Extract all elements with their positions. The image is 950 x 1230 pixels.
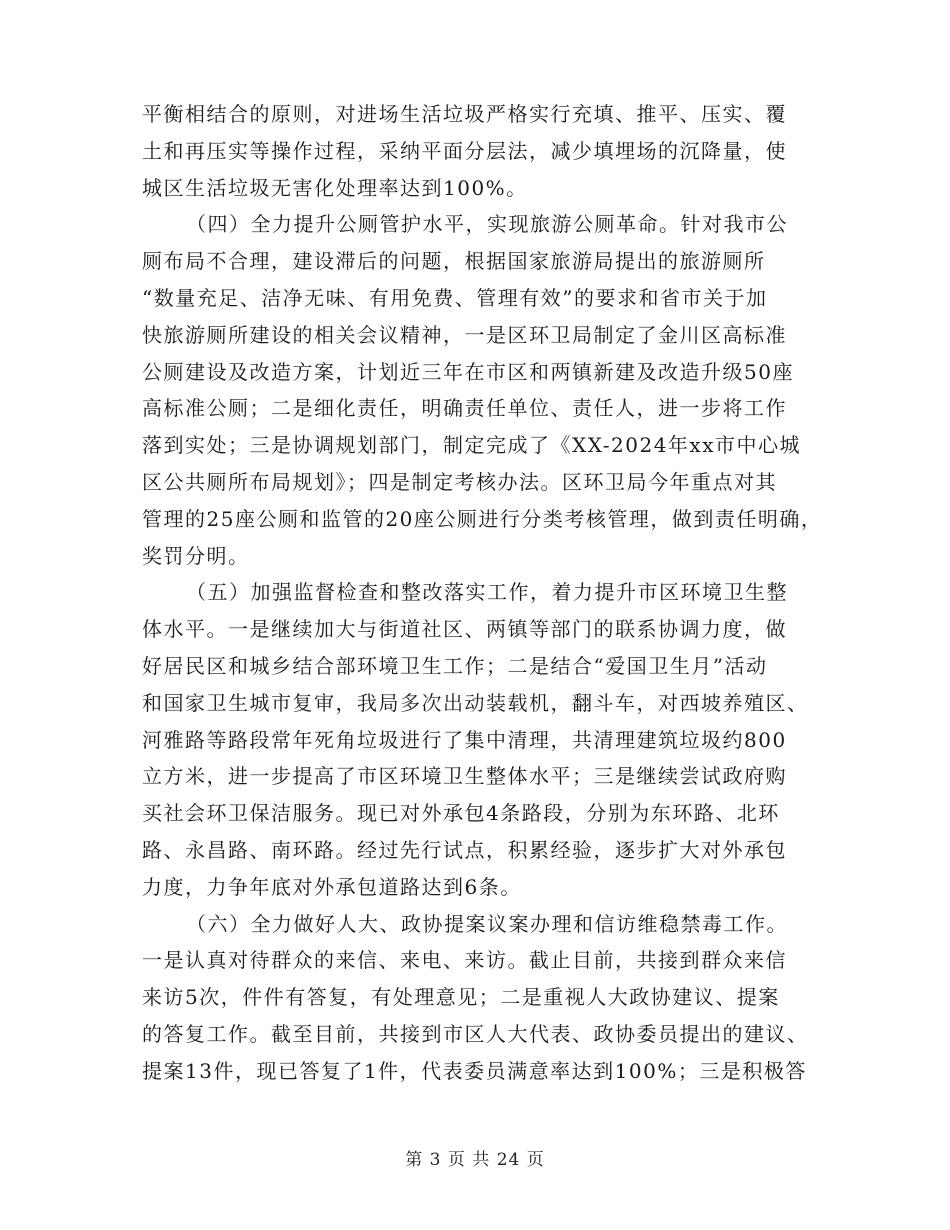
text-line: 立方米，进一步提高了市区环境卫生整体水平；三是继续尝试政府购 xyxy=(142,764,787,789)
text-line: 好居民区和城乡结合部环境卫生工作；二是结合“爱国卫生月”活动 xyxy=(142,653,768,678)
page-number-footer: 第 3 页 共 24 页 xyxy=(405,1150,545,1170)
section-heading-line: （五）加强监督检查和整改落实工作，着力提升市区环境卫生整 xyxy=(186,580,788,605)
text-line: 管理的25座公厕和监管的20座公厕进行分类考核管理，做到责任明确， xyxy=(142,506,823,531)
text-line: 路、永昌路、南环路。经过先行试点，积累经验，逐步扩大对外承包 xyxy=(142,837,787,862)
text-line: 的答复工作。截至目前，共接到市区人大代表、政协委员提出的建议、 xyxy=(142,1021,809,1046)
section-heading-line: （四）全力提升公厕管护水平，实现旅游公厕革命。针对我市公 xyxy=(186,212,788,237)
text-line: “数量充足、洁净无味、有用免费、管理有效”的要求和省市关于加 xyxy=(142,285,768,310)
text-line: 厕布局不合理，建设滞后的问题，根据国家旅游局提出的旅游厕所 xyxy=(142,249,766,274)
text-line: 一是认真对待群众的来信、来电、来访。截止目前，共接到群众来信 xyxy=(142,948,787,973)
text-line: 体水平。一是继续加大与街道社区、两镇等部门的联系协调力度，做 xyxy=(142,617,787,642)
text-line: 城区生活垃圾无害化处理率达到100%。 xyxy=(142,175,528,200)
text-line: 来访5次，件件有答复，有处理意见；二是重视人大政协建议、提案 xyxy=(142,985,780,1010)
text-line: 区公共厕所布局规划》；四是制定考核办法。区环卫局今年重点对其 xyxy=(142,469,777,494)
text-line: 提案13件，现已答复了1件，代表委员满意率达到100%；三是积极答 xyxy=(142,1058,807,1083)
section-heading-line: （六）全力做好人大、政协提案议案办理和信访维稳禁毒工作。 xyxy=(186,911,788,936)
text-line: 买社会环卫保洁服务。现已对外承包4条路段，分别为东环路、北环 xyxy=(142,801,780,826)
text-line: 公厕建设及改造方案，计划近三年在市区和两镇新建及改造升级50座 xyxy=(142,359,794,384)
text-line: 奖罚分明。 xyxy=(142,543,250,568)
text-line: 和国家卫生城市复审，我局多次出动装载机，翻斗车，对西坡养殖区、 xyxy=(142,690,809,715)
text-line: 快旅游厕所建设的相关会议精神，一是区环卫局制定了金川区高标准 xyxy=(142,322,787,347)
body-text xyxy=(142,96,832,1090)
text-line: 高标准公厕；二是细化责任，明确责任单位、责任人，进一步将工作 xyxy=(142,396,787,421)
text-line: 河雅路等路段常年死角垃圾进行了集中清理，共清理建筑垃圾约800 xyxy=(142,727,787,752)
text-line: 土和再压实等操作过程，采纳平面分层法，减少填埋场的沉降量，使 xyxy=(142,138,787,163)
text-line: 落到实处；三是协调规划部门，制定完成了《XX-2024年xx市中心城 xyxy=(142,433,801,458)
text-line: 力度，力争年底对外承包道路达到6条。 xyxy=(142,874,522,899)
text-line: 平衡相结合的原则，对进场生活垃圾严格实行充填、推平、压实、覆 xyxy=(142,102,787,126)
